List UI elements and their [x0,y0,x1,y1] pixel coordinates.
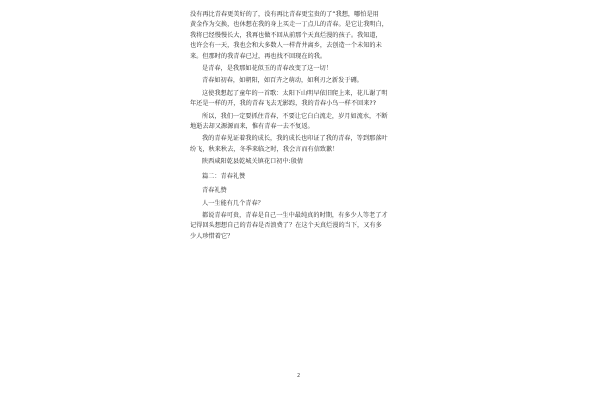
paragraph-line: 青春如初春，如朝阳，如百卉之萌动，如利刃之新发于硎。 [202,77,363,85]
paragraph-line: 是青春，是我那如花似玉的青春改变了这一切！ [202,65,332,73]
paragraph-line: 记得回头想想自己的青春是否浪费了？在这个天真烂漫的当下，又有多 [190,222,382,230]
paragraph-line: 都说青春可贵，青春是自己一生中最纯真的时期，有多少人等老了才 [202,211,388,219]
paragraph-line: 纷飞，秋来秋去，冬季来临之时，我会言而有信致歉！ [190,145,339,153]
page-number: 2 [297,373,301,379]
paragraph-line: 少人珍惜着它？ [190,232,234,240]
section-heading: 篇二：青春礼赞 [202,172,246,180]
paragraph-line: 所以，我们一定要抓住青春，不要让它白白流走，岁月如流水，不断 [202,112,388,120]
document-body [190,10,415,242]
paragraph-line: 年还是一样的开，我的青春飞去无影踪，我的青春小鸟一样不回来?? [190,100,377,108]
paragraph-line: 地逝去却又源源而来，惟有青春一去不复返。 [190,123,314,131]
paragraph-line: 我将已经慢慢长大，我再也做不回从前那个天真烂漫的孩子。我知道， [190,31,382,39]
article-title: 青春礼赞 [202,187,227,195]
paragraph-line: 人一生能有几个青春？ [202,199,264,207]
paragraph-line: 我的青春见证着我的成长，我的成长也印证了我的青春，等到那落叶 [202,135,388,143]
paragraph-line: 来。但那时的我青春已过，再也找不回现在的我。 [190,52,327,60]
paragraph-line: 黄金作为交换，也休想在我的身上买走一丁点儿的青春。是它让我明白， [190,21,388,29]
paragraph-line: 也许会有一天，我也会和大多数人一样背井离乡，去创造一个未知的未 [190,42,382,50]
author-line: 陕西咸阳乾县乾城关镇花口初中:殷倩 [202,158,304,166]
paragraph-line: 没有再比青春更美好的了，没有再比青春更宝贵的了”我想，哪怕是用 [190,11,379,18]
paragraph-line: 这使我想起了童年的一首歌：太阳下山明早依旧爬上来，花儿谢了明 [202,89,388,97]
